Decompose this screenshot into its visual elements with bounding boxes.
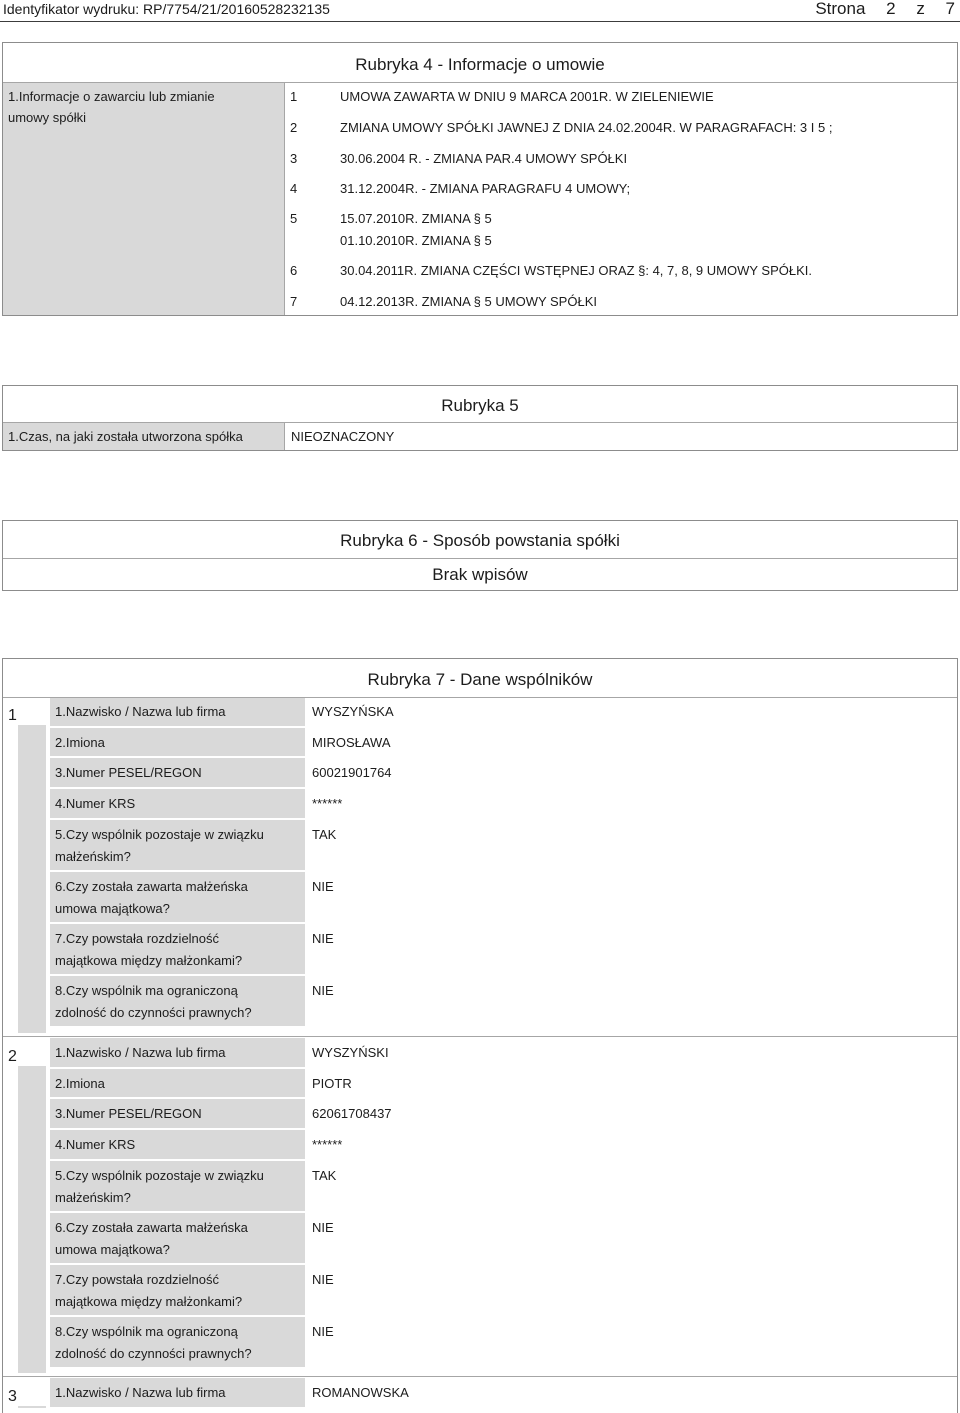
label-line: umowa majątkowa? [55, 901, 170, 916]
partner-index-bar [18, 725, 46, 1033]
entry-number: 1 [290, 89, 298, 104]
field-label [50, 789, 305, 818]
label-line: zdolność do czynności prawnych? [55, 1346, 252, 1361]
field-value: ****** [312, 796, 343, 811]
rubryka-6-title: Rubryka 6 - Sposób powstania spółki [340, 531, 620, 550]
entry-line: UMOWA ZAWARTA W DNIU 9 MARCA 2001R. W ZIELENIEWIE [340, 89, 714, 104]
field-value: WYSZYŃSKI [312, 1045, 389, 1060]
field-value: PIOTR [312, 1076, 352, 1091]
label-line: majątkowa między małżonkami? [55, 953, 243, 968]
rubryka-4-section [2, 42, 958, 316]
entry-line: 31.12.2004R. - ZMIANA PARAGRAFU 4 UMOWY; [340, 181, 631, 196]
partner-index-bar [18, 1066, 46, 1373]
partner-divider [2, 1376, 958, 1377]
field-married [50, 1161, 958, 1213]
field-label [50, 1038, 305, 1067]
label-line: 1.Informacje o zawarciu lub zmianie [8, 89, 215, 104]
label-line: 3.Numer PESEL/REGON [55, 1106, 202, 1121]
entry-number: 5 [290, 211, 298, 226]
field-label [50, 697, 305, 726]
field-label [50, 1378, 305, 1407]
field-value: NIE [312, 983, 334, 998]
label-line: 1.Nazwisko / Nazwa lub firma [55, 704, 226, 719]
field-value: 62061708437 [312, 1106, 392, 1121]
label-line: 7.Czy powstała rozdzielność [55, 931, 220, 946]
field-pesel-regon [50, 1099, 958, 1130]
field-label [50, 820, 305, 870]
partner-block [2, 697, 958, 1038]
field-first-names [50, 1069, 958, 1099]
duration-label: 1.Czas, na jaki została utworzona spółka [2, 422, 284, 451]
rubryka-5-title: Rubryka 5 [441, 396, 519, 415]
label-line: 4.Numer KRS [55, 796, 136, 811]
label-line: 6.Czy została zawarta małżeńska [55, 1220, 248, 1235]
no-entries-text: Brak wpisów [432, 565, 528, 584]
field-surname [50, 1038, 958, 1069]
label-line: 1.Nazwisko / Nazwa lub firma [55, 1045, 226, 1060]
partner-block [2, 1378, 958, 1413]
partner-divider [2, 1036, 958, 1037]
label-line: 5.Czy wspólnik pozostaje w związku [55, 827, 264, 842]
divider [2, 82, 958, 83]
field-limited-capacity [50, 976, 958, 1028]
field-value: WYSZYŃSKA [312, 704, 394, 719]
partner-number: 3 [8, 1388, 17, 1405]
partner-index-cell [2, 697, 46, 1038]
field-value: NIE [312, 931, 334, 946]
field-married [50, 820, 958, 872]
field-property-separation [50, 924, 958, 976]
entry-text [340, 86, 714, 108]
rubryka-4-title: Rubryka 4 - Informacje o umowie [355, 55, 605, 74]
duration-value: NIEOZNACZONY [291, 429, 395, 444]
field-surname [50, 697, 958, 728]
field-value: ****** [312, 1137, 343, 1152]
entry-line: 04.12.2013R. ZMIANA § 5 UMOWY SPÓŁKI [340, 294, 597, 309]
field-krs-number [50, 789, 958, 820]
label-line: 8.Czy wspólnik ma ograniczoną [55, 983, 238, 998]
label-line: zdolność do czynności prawnych? [55, 1005, 252, 1020]
label-line: 2.Imiona [55, 735, 105, 750]
field-value: 60021901764 [312, 765, 392, 780]
label-line: majątkowa między małżonkami? [55, 1294, 243, 1309]
field-label [50, 1161, 305, 1211]
field-property-agreement [50, 872, 958, 924]
field-label [50, 1130, 305, 1159]
contract-info-label [2, 82, 284, 316]
label-line: 1.Nazwisko / Nazwa lub firma [55, 1385, 226, 1400]
entry-line: 01.10.2010R. ZMIANA § 5 [340, 233, 492, 248]
rubryka-7-section [2, 658, 958, 1413]
label-line: 8.Czy wspólnik ma ograniczoną [55, 1324, 238, 1339]
divider [284, 422, 285, 451]
entry-number: 7 [290, 294, 298, 309]
entry-number: 4 [290, 181, 298, 196]
entry-line: ZMIANA UMOWY SPÓŁKI JAWNEJ Z DNIA 24.02.2004R. W PARAGRAFACH: 3 I 5 ; [340, 120, 833, 135]
field-label [50, 1317, 305, 1367]
field-property-separation [50, 1265, 958, 1317]
field-label [50, 758, 305, 787]
field-value: TAK [312, 1168, 337, 1183]
entry-text [340, 260, 812, 282]
label-line: umowy spółki [8, 110, 87, 125]
field-value: NIE [312, 879, 334, 894]
divider [2, 697, 958, 698]
field-label [50, 872, 305, 922]
rubryka-5-section [2, 385, 958, 451]
entry-number: 6 [290, 263, 298, 278]
header-divider [0, 21, 960, 22]
field-limited-capacity [50, 1317, 958, 1369]
label-line: 2.Imiona [55, 1076, 105, 1091]
field-property-agreement [50, 1213, 958, 1265]
label-line: małżeńskim? [55, 849, 131, 864]
rubryka-7-title: Rubryka 7 - Dane wspólników [367, 670, 593, 689]
entry-text [340, 178, 630, 200]
field-value: NIE [312, 1272, 334, 1287]
label-line: 4.Numer KRS [55, 1137, 136, 1152]
divider [284, 82, 285, 316]
divider [2, 422, 958, 423]
label-line: 3.Numer PESEL/REGON [55, 765, 202, 780]
label-line: małżeńskim? [55, 1190, 131, 1205]
field-pesel-regon [50, 758, 958, 789]
label-line: 7.Czy powstała rozdzielność [55, 1272, 220, 1287]
field-label [50, 1069, 305, 1097]
divider [2, 558, 958, 559]
field-value: ROMANOWSKA [312, 1385, 409, 1400]
entry-number: 2 [290, 120, 298, 135]
field-label [50, 1265, 305, 1315]
field-label [50, 1213, 305, 1263]
label-line: umowa majątkowa? [55, 1242, 170, 1257]
entry-text [340, 148, 627, 170]
label-line: 5.Czy wspólnik pozostaje w związku [55, 1168, 264, 1183]
partner-block [2, 1038, 958, 1378]
partner-number: 2 [8, 1048, 17, 1065]
entry-text [340, 291, 597, 313]
entry-line: 30.06.2004 R. - ZMIANA PAR.4 UMOWY SPÓŁKI [340, 151, 628, 166]
field-value: TAK [312, 827, 337, 842]
field-value: NIE [312, 1220, 334, 1235]
field-surname [50, 1378, 958, 1409]
field-label [50, 976, 305, 1026]
entry-line: 30.04.2011R. ZMIANA CZĘŚCI WSTĘPNEJ ORAZ §: 4, 7, 8, 9 UMOWY SPÓŁKI. [340, 263, 812, 278]
partner-index-cell [2, 1378, 46, 1413]
entry-text [340, 117, 832, 139]
label-line: 6.Czy została zawarta małżeńska [55, 879, 248, 894]
field-label [50, 1099, 305, 1128]
print-identifier: Identyfikator wydruku: RP/7754/21/20160528232135 [3, 1, 330, 17]
field-value: MIROSŁAWA [312, 735, 391, 750]
field-value: NIE [312, 1324, 334, 1339]
field-krs-number [50, 1130, 958, 1161]
field-label [50, 924, 305, 974]
rubryka-6-section [2, 520, 958, 591]
entry-line: 15.07.2010R. ZMIANA § 5 [340, 211, 492, 226]
entry-text [340, 208, 492, 252]
partner-index-bar [18, 1406, 46, 1408]
field-first-names [50, 728, 958, 758]
page-indicator: Strona 2 z 7 [815, 0, 955, 18]
partner-number: 1 [8, 707, 17, 724]
partner-index-cell [2, 1038, 46, 1378]
entry-number: 3 [290, 151, 298, 166]
field-label [50, 728, 305, 756]
